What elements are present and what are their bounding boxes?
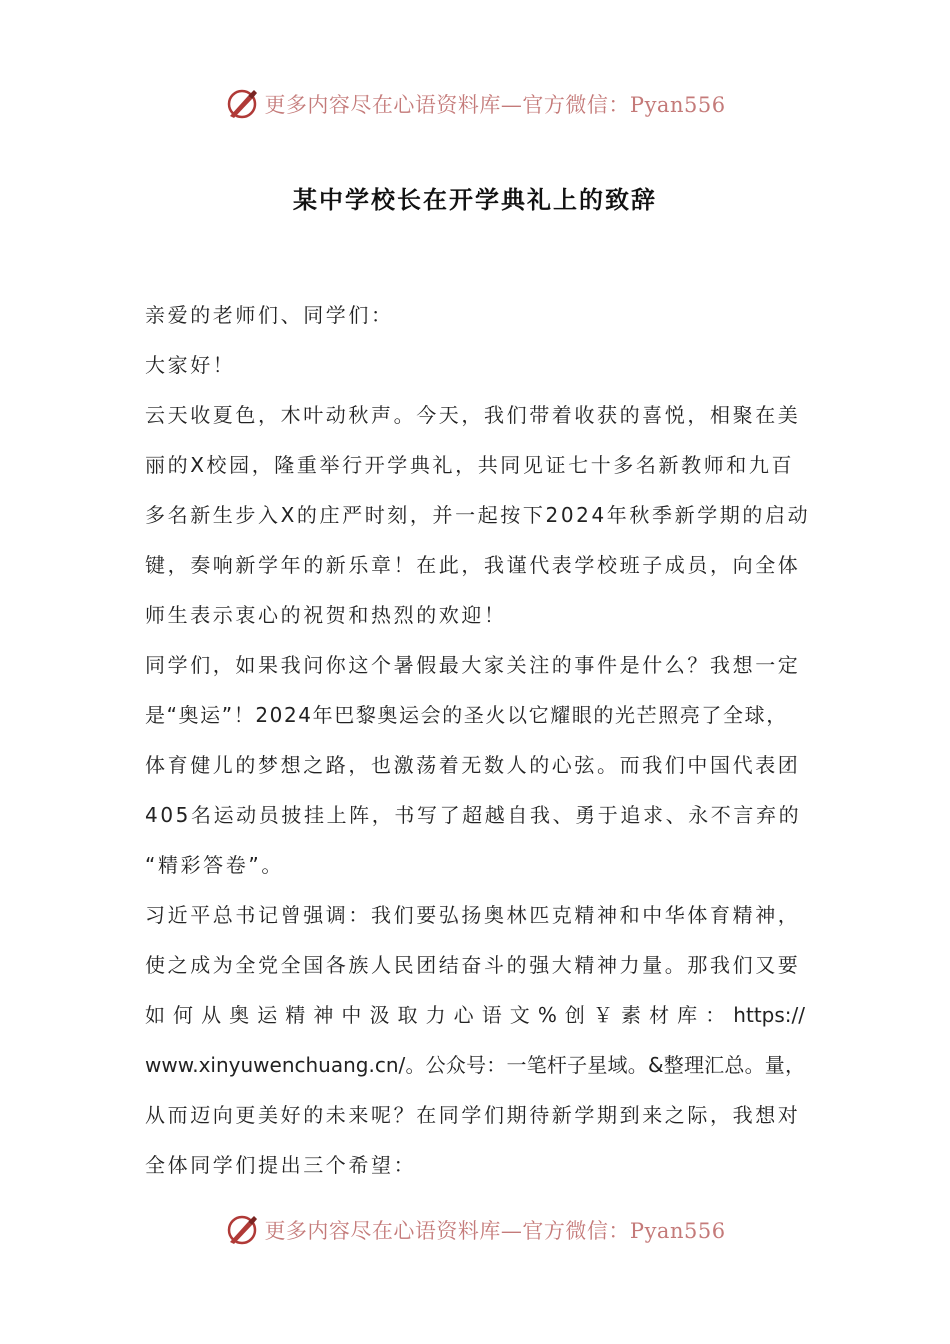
document-body — [145, 293, 811, 1193]
body-line: 是“奥运”！2024年巴黎奥运会的圣火以它耀眼的光芒照亮了全球， — [145, 703, 788, 727]
body-line: www.xinyuwenchuang.cn/。公众号：一笔杆子星域。&整理汇总。量， — [145, 1053, 805, 1077]
body-line: 键，奏响新学年的新乐章！在此，我谨代表学校班子成员，向全体 — [145, 553, 801, 577]
body-line: 师生表示衷心的祝贺和热烈的欢迎！ — [145, 603, 507, 627]
body-line: 405名运动员披挂上阵，书写了超越自我、勇于追求、永不言弃的 — [145, 803, 802, 827]
body-line: 如何从奥运精神中汲取力心语文%创￥素材库：https:// — [145, 1003, 805, 1027]
footer-watermark-text: 更多内容尽在心语资料库—官方微信：Pyan556 — [264, 1219, 726, 1243]
header-watermark-text: 更多内容尽在心语资料库—官方微信：Pyan556 — [264, 93, 726, 117]
body-line: 云天收夏色，木叶动秋声。今天，我们带着收获的喜悦，相聚在美 — [145, 403, 801, 427]
body-line: 从而迈向更美好的未来呢？在同学们期待新学期到来之际，我想对 — [145, 1103, 801, 1127]
body-line: 丽的X校园，隆重举行开学典礼，共同见证七十多名新教师和九百 — [145, 453, 795, 477]
body-line: 同学们，如果我问你这个暑假最大家关注的事件是什么？我想一定 — [145, 653, 801, 677]
body-line: 习近平总书记曾强调：我们要弘扬奥林匹克精神和中华体育精神， — [145, 903, 801, 927]
page-title: 某中学校长在开学典礼上的致辞 — [293, 185, 657, 214]
body-line: 多名新生步入X的庄严时刻，并一起按下2024年秋季新学期的启动 — [145, 503, 811, 527]
salutation: 亲爱的老师们、同学们： — [145, 303, 394, 327]
pen-logo-icon — [224, 86, 260, 122]
greeting: 大家好！ — [145, 353, 236, 377]
header-watermark — [0, 84, 950, 124]
body-line: “精彩答卷”。 — [145, 853, 284, 877]
body-line: 全体同学们提出三个希望： — [145, 1153, 417, 1177]
pen-logo-icon — [224, 1212, 260, 1248]
body-line: 使之成为全党全国各族人民团结奋斗的强大精神力量。那我们又要 — [145, 953, 801, 977]
footer-watermark — [0, 1210, 950, 1250]
body-line: 体育健儿的梦想之路，也激荡着无数人的心弦。而我们中国代表团 — [145, 753, 801, 777]
